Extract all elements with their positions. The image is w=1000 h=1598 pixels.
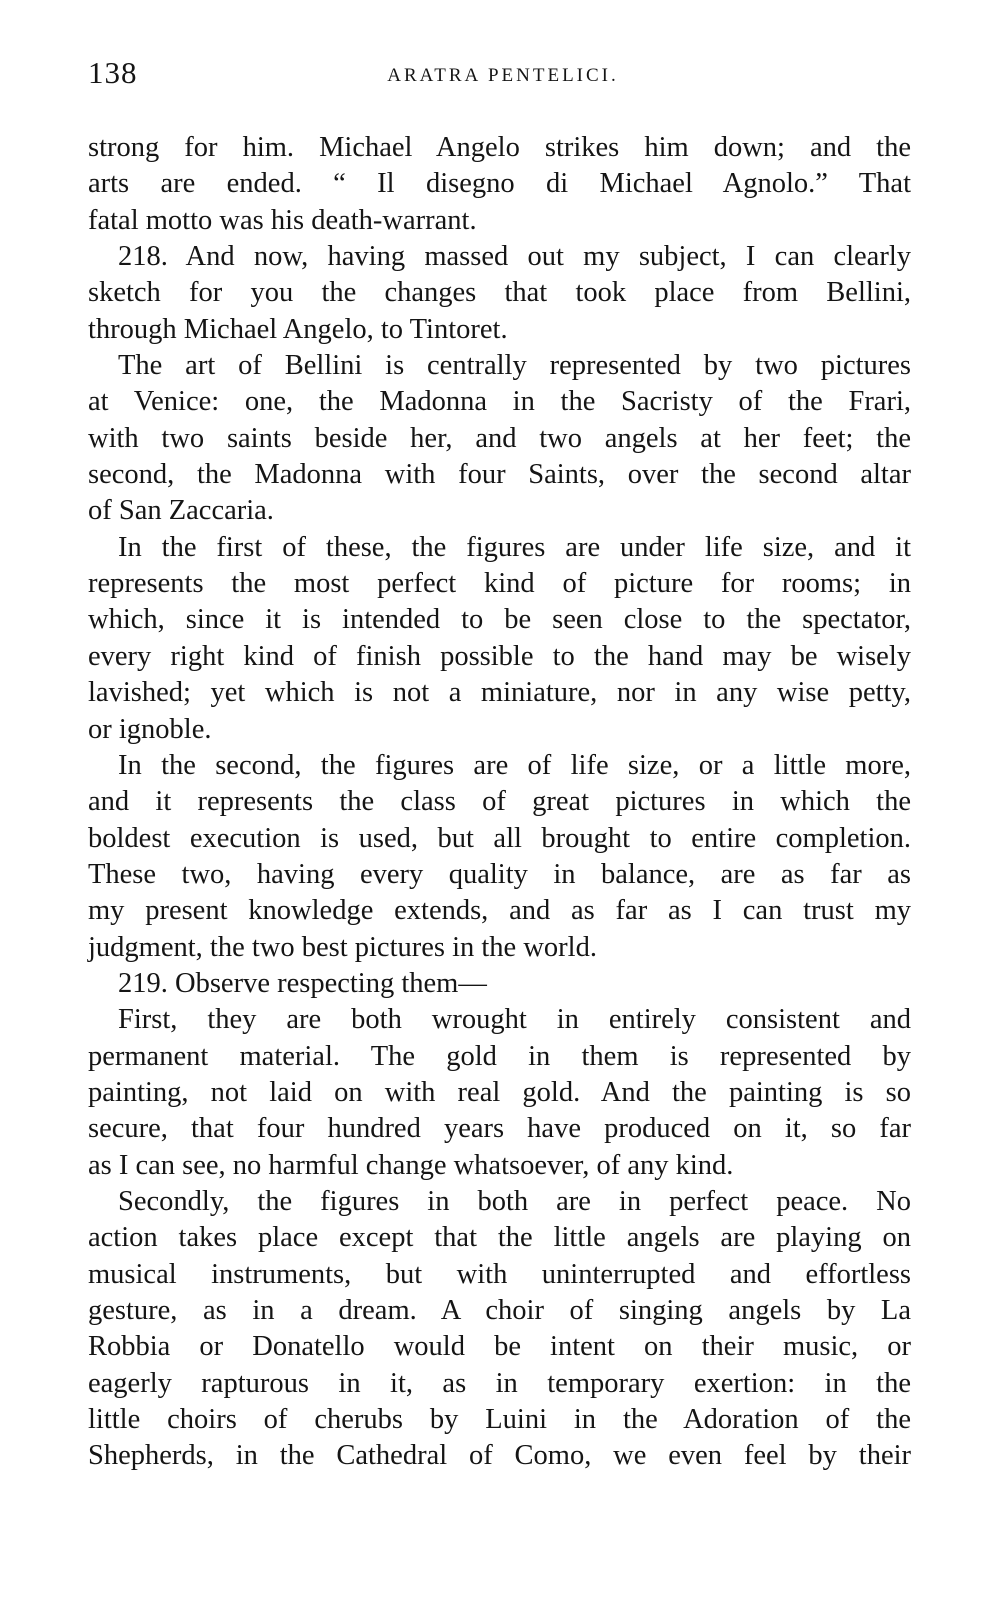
text-line: with two saints beside her, and two angels at her feet; the: [88, 422, 911, 454]
text-line: through Michael Angelo, to Tintoret.: [88, 313, 508, 345]
text-line: The art of Bellini is centrally represented by two pictures: [118, 350, 911, 382]
text-line: Secondly, the figures in both are in perfect peace. No: [118, 1185, 911, 1217]
text-line: which, since it is intended to be seen close to the spectator,: [88, 604, 911, 636]
text-line: of San Zaccaria.: [88, 495, 274, 527]
text-line: secure, that four hundred years have produced on it, so far: [88, 1113, 911, 1145]
text-line: 219. Observe respecting them—: [118, 967, 487, 999]
text-line: These two, having every quality in balance, are as far as: [88, 858, 911, 890]
text-line: In the second, the figures are of life size, or a little more,: [118, 749, 911, 781]
text-line: as I can see, no harmful change whatsoever, of any kind.: [88, 1149, 734, 1181]
text-line: boldest execution is used, but all brought to entire completion.: [88, 822, 911, 854]
text-line: eagerly rapturous in it, as in temporary exertion: in the: [88, 1367, 911, 1399]
text-line: or ignoble.: [88, 713, 212, 745]
text-line: permanent material. The gold in them is represented by: [88, 1040, 911, 1072]
text-line: fatal motto was his death-warrant.: [88, 204, 477, 236]
text-line: Robbia or Donatello would be intent on their music, or: [88, 1331, 911, 1363]
text-line: sketch for you the changes that took place from Bellini,: [88, 277, 911, 309]
text-line: musical instruments, but with uninterrupted and effortless: [88, 1258, 911, 1290]
running-title: ARATRA PENTELICI.: [387, 65, 619, 86]
text-line: judgment, the two best pictures in the world.: [88, 931, 597, 963]
page-header: [88, 55, 908, 95]
text-line: arts are ended. “ Il disegno di Michael Agnolo.” That: [88, 168, 911, 200]
text-line: action takes place except that the little angels are playing on: [88, 1222, 911, 1254]
text-line: In the first of these, the figures are under life size, and it: [118, 531, 911, 563]
text-line: gesture, as in a dream. A choir of singing angels by La: [88, 1295, 911, 1326]
text-line: 218. And now, having massed out my subject, I can clearly: [118, 241, 911, 273]
text-line: painting, not laid on with real gold. And the painting is so: [88, 1076, 911, 1108]
text-line: represents the most perfect kind of picture for rooms; in: [88, 568, 911, 600]
text-line: and it represents the class of great pictures in which the: [88, 786, 911, 818]
text-line: First, they are both wrought in entirely consistent and: [118, 1004, 911, 1036]
text-line: every right kind of finish possible to the hand may be wisely: [88, 640, 911, 672]
text-line: strong for him. Michael Angelo strikes him down; and the: [88, 132, 911, 163]
text-line: at Venice: one, the Madonna in the Sacristy of the Frari,: [88, 386, 911, 418]
text-line: second, the Madonna with four Saints, over the second altar: [88, 459, 911, 491]
text-line: Shepherds, in the Cathedral of Como, we even feel by their: [88, 1440, 911, 1472]
text-line: little choirs of cherubs by Luini in the Adoration of the: [88, 1404, 911, 1436]
text-line: my present knowledge extends, and as far as I can trust my: [88, 895, 911, 927]
text-line: lavished; yet which is not a miniature, nor in any wise petty,: [88, 677, 911, 709]
page-number: 138: [88, 55, 138, 90]
body-text: [88, 130, 911, 1475]
